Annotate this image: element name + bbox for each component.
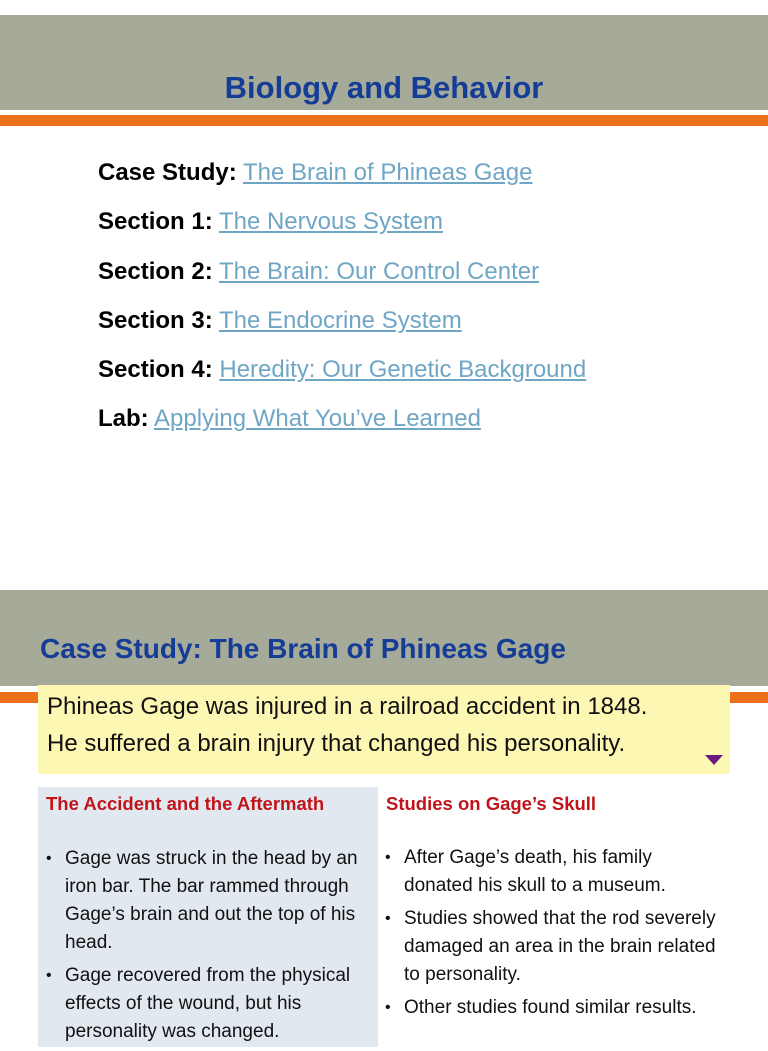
toc-label: Case Study:	[98, 159, 237, 186]
skull-studies-column	[378, 787, 730, 1047]
toc-label: Lab:	[98, 405, 149, 433]
list-item: • Gage was struck in the head by an iron bar. The bar rammed through Gage’s brain and out the top of his head.	[45, 845, 370, 957]
link-section-3[interactable]: The Endocrine System	[218, 306, 462, 334]
list-item: • Other studies found similar results.	[384, 994, 724, 1022]
column-heading: The Accident and the Aftermath	[46, 793, 325, 814]
intro-text	[47, 688, 717, 762]
link-lab[interactable]: Applying What You’ve Learned	[154, 405, 481, 433]
list-item: • Studies showed that the rod severely damaged an area in the brain related to personality.	[384, 905, 724, 989]
slide-title: Case Study: The Brain of Phineas Gage	[40, 633, 566, 664]
slide-case-study	[0, 590, 768, 1042]
list-item: • Gage recovered from the physical effects of the wound, but his personality was changed.	[45, 962, 370, 1046]
slide-title: Biology and Behavior	[224, 70, 544, 105]
toc-item-section-2	[98, 255, 586, 304]
link-section-1[interactable]: The Nervous System	[218, 208, 444, 236]
column-heading: Studies on Gage’s Skull	[386, 793, 597, 814]
toc-label: Section 3:	[98, 306, 213, 334]
link-section-4[interactable]: Heredity: Our Genetic Background	[219, 356, 587, 384]
bullet-list	[384, 844, 724, 1027]
expand-arrow-icon[interactable]	[705, 755, 723, 765]
slide-biology-and-behavior	[0, 15, 768, 575]
slide-gap	[0, 0, 768, 15]
toc-label: Section 1:	[98, 208, 213, 236]
table-of-contents	[98, 156, 586, 452]
toc-item-lab	[98, 402, 586, 451]
link-case-study[interactable]: The Brain of Phineas Gage	[242, 159, 533, 186]
link-section-2[interactable]: The Brain: Our Control Center	[218, 257, 540, 285]
toc-label: Section 2:	[98, 257, 213, 285]
intro-callout	[38, 685, 730, 774]
bullet-list	[45, 845, 370, 1051]
toc-item-section-4	[98, 353, 586, 402]
list-item: • After Gage’s death, his family donated his skull to a museum.	[384, 844, 724, 900]
toc-item-case-study	[98, 156, 586, 205]
toc-item-section-3	[98, 304, 586, 353]
slide-gap	[0, 575, 768, 590]
accident-column	[38, 787, 378, 1047]
toc-label: Section 4:	[98, 356, 213, 384]
toc-item-section-1	[98, 205, 586, 254]
accent-bar	[0, 115, 768, 126]
intro-line: He suffered a brain injury that changed his personality.	[47, 730, 626, 757]
intro-line: Phineas Gage was injured in a railroad accident in 1848.	[47, 693, 648, 720]
